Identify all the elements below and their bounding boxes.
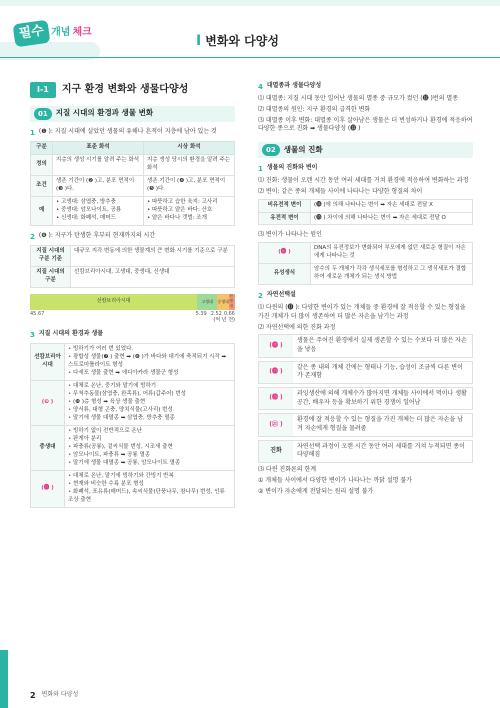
- list-item: • 현재와 비슷한 수륙 분포 형성: [68, 481, 231, 489]
- table-row: [259, 243, 473, 264]
- subsection-title: 지질 시대의 환경과 생물 변화: [55, 108, 154, 118]
- flow-label: 진화: [259, 441, 293, 462]
- list-item: • 광합성 생물(❼ ) 출현 ➡ (❽ )가 바다와 대기에 축적되기 시작 ➡ 스트로마톨라이트 형성: [68, 354, 231, 370]
- footer-label: 변화와 다양성: [41, 691, 79, 699]
- question-number: 1: [258, 165, 263, 174]
- list-item: • 빙하기 없이 전반적으로 온난: [68, 428, 231, 436]
- table-row: [31, 175, 235, 196]
- table-row: [31, 470, 235, 507]
- header-divider: [0, 57, 500, 58]
- flow-step: [258, 387, 473, 410]
- question-item: [258, 82, 473, 92]
- tick-label: 45.67: [30, 310, 45, 317]
- tick-label: 5.39: [195, 310, 207, 317]
- question-text: 지질 시대의 환경과 생물: [38, 330, 104, 338]
- question-number: 4: [258, 83, 263, 91]
- list-item: • 암모나이트, 파충류 ➡ 공룡 멸종: [68, 452, 231, 460]
- flow-text: 생물은 주어진 환경에서 실제 생존할 수 있는 수보다 더 많은 자손을 낳음: [297, 337, 467, 353]
- list-item: • 파충류(공룡), 겉씨식물 번성, 시조새 출현: [68, 444, 231, 452]
- table-cell: 비유전적 변이: [259, 199, 311, 212]
- list-item: • 대체로 온난, 중기와 말기에 빙하기: [68, 383, 231, 391]
- variation-table: [258, 199, 473, 226]
- flow-step: [258, 440, 473, 463]
- question-item: [258, 291, 473, 301]
- chapter-number: I: [196, 33, 202, 49]
- flow-text: 과잉생산에 의해 개체수가 많아지면 개체들 사이에서 먹이나 생활 공간, 배우자 등을 확보하기 위한 경쟁이 일어남: [297, 390, 467, 406]
- list-item: • 양서류, 대형 곤충, 양치식물(고사리) 번성: [68, 407, 231, 415]
- subsection-number: 01: [34, 108, 52, 120]
- table-cell: (⓯ ) 차이에 의해 나타나는 변이 ➡ 자손 세대로 전달 O: [311, 212, 473, 225]
- list-item: • 대체로 온난, 말기에 빙하기와 간빙기 반복: [68, 473, 231, 481]
- timeline-segment: 신생대: [229, 294, 235, 310]
- table-row: [31, 381, 235, 426]
- list-item: ⑴ 진화: 생물이 오랜 시간 동안 여러 세대를 거쳐 환경에 적응하여 변화하는 과정: [258, 177, 469, 185]
- flow-text: 같은 종 내의 개체 간에는 형태나 기능, 습성이 조금씩 다른 변이가 존재함: [297, 363, 463, 380]
- table-cell: • 따뜻하고 습한 육지: 고사리 • 따뜻하고 얕은 바다: 산호 • 얕은 바다나 갯벌: 조개: [144, 196, 235, 225]
- timeline-segment: 고생대: [197, 294, 217, 310]
- table-header: 표준 화석: [53, 141, 144, 154]
- timeline-segment: 중생대: [217, 294, 230, 310]
- era-life-table: [30, 343, 235, 507]
- flow-text: 환경에 잘 적응할 수 있는 형질을 가진 개체는 더 많은 자손을 남겨 자손에게 형질을 물려줌: [297, 416, 463, 433]
- table-row: [259, 199, 473, 212]
- table-cell: 정의: [31, 154, 53, 175]
- subsection-number: 02: [262, 144, 280, 156]
- table-cell: 대규모 지각 변동에 의한 생물계의 큰 변화 시기를 기준으로 구분: [71, 245, 235, 266]
- list-item: • 빙하기가 여러 번 있었다.: [68, 346, 231, 354]
- chapter-title-text: 변화와 다양성: [205, 34, 279, 48]
- brand-part2: 개념: [51, 27, 71, 39]
- table-row: [31, 266, 235, 287]
- subsection-header: [30, 106, 235, 122]
- table-cell: 조건: [31, 175, 53, 196]
- table-cell: 지층 생성 당시의 환경을 알려 주는 화석: [144, 154, 235, 175]
- right-column: [258, 82, 473, 498]
- section-header: [30, 82, 235, 98]
- table-cell: 지질 시대의 구분: [31, 266, 71, 287]
- question-item: [30, 128, 235, 138]
- list-item: ⑶ 다윈 진화론의 한계: [258, 466, 317, 474]
- era-name: (⓫ ): [31, 470, 65, 507]
- timeline-bar: [30, 294, 235, 325]
- era-name: (❾ ): [31, 381, 65, 426]
- page-footer: [30, 690, 78, 702]
- table-row: [31, 344, 235, 381]
- question-item: [258, 164, 473, 174]
- left-column: [30, 82, 235, 514]
- table-row: [31, 245, 235, 266]
- list-item: ⑶ 변이가 나타나는 원인: [258, 231, 322, 239]
- flow-label: (⓲ ): [259, 335, 293, 356]
- table-row: [259, 212, 473, 225]
- section-tag: I-1: [30, 82, 56, 98]
- timeline-segment: 선캄브리아시대: [30, 294, 197, 310]
- table-cell: 유전적 변이: [259, 212, 311, 225]
- table-cell: DNA의 유전정보가 변화되어 부모에게 없던 새로운 형질이 자손에게 나타나는 것: [311, 243, 473, 264]
- list-item: • 무척추동물(삼엽충, 완족류), 어류(갑주어) 번성: [68, 391, 231, 399]
- question-number: 2: [258, 292, 263, 301]
- table-cell: (⓮ )에 의해 나타나는 변이 ➡ 자손 세대로 전달 X: [311, 199, 473, 212]
- list-item: • 말기에 생물 대멸종 ➡ 공룡, 암모나이트 멸종: [68, 460, 231, 468]
- brand-part1: 필수: [13, 20, 51, 48]
- list-item: ⑴ 대멸종: 지질 시대 동안 일어난 생물의 멸종 중 규모가 컸던 (⓬ )번의 멸종: [258, 95, 458, 103]
- question-number: 2: [30, 232, 35, 241]
- list-item: ② 변이가 자손에게 전달되는 원리 설명 불가: [258, 487, 374, 495]
- brand-logo: [14, 22, 92, 45]
- question-number: 1: [30, 128, 35, 137]
- chapter-title: [196, 31, 279, 51]
- table-cell: 생존 기간이 (❷ )고, 분포 면적이 (❸ )다.: [53, 175, 144, 196]
- question-item: [30, 232, 235, 242]
- list-item: • 다세포 생물 출현 ➡ 에디아카라 생물군 형성: [68, 370, 231, 378]
- table-row: [31, 154, 235, 175]
- tick-label: 2.52: [210, 310, 222, 317]
- section-title: 지구 환경 변화와 생물다양성: [61, 83, 189, 95]
- list-item: ① 개체들 사이에서 다양한 변이가 나타나는 까닭 설명 불가: [258, 476, 412, 484]
- table-cell: 선캄브리아시대, 고생대, 중생대, 신생대: [71, 266, 235, 287]
- question-number: 3: [30, 331, 35, 340]
- natural-selection-flow: [258, 334, 473, 463]
- timeline-unit: (억 년 전): [213, 316, 235, 323]
- table-cell: 생존 기간이 (❹ )고, 분포 면적이 (❺ )다.: [144, 175, 235, 196]
- question-text: (❻ ): 지구가 탄생한 후부터 현재까지의 시간: [38, 231, 156, 239]
- timeline-ticks: [30, 311, 235, 318]
- era-criteria-table: [30, 245, 235, 288]
- table-cell: 암수의 두 개체가 각각 생식세포를 형성하고 그 생식세포가 결합하여 새로운 개체가 되는 생식 방법: [311, 264, 473, 285]
- list-item: ⑴ 다윈의 (⓱ ): 다양한 변이가 있는 개체들 중 환경에 잘 적응할 수 있는 형질을 가진 개체가 더 많이 생존하여 더 많은 자손을 남기는 과정: [258, 304, 466, 320]
- table-cell: 유성생식: [259, 264, 311, 285]
- question-text: 생물의 진화와 변이: [266, 164, 318, 172]
- flow-text: 자연선택 과정이 오랜 시간 동안 여러 세대를 거쳐 누적되면 종이 다양해짐: [297, 442, 465, 459]
- list-item: • 판게아 분리: [68, 436, 231, 444]
- list-item: ⑵ 자연선택에 의한 진화 과정: [258, 323, 336, 331]
- question-text: 대멸종과 생물다양성: [266, 82, 322, 89]
- cause-table: [258, 242, 473, 285]
- header-bar: [0, 0, 500, 6]
- flow-step: [258, 361, 473, 384]
- flow-step: [258, 334, 473, 357]
- question-text: (❶ ): 지질 시대에 살았던 생물의 유해나 흔적이 지층에 남아 있는 것: [38, 127, 217, 135]
- flow-label: (㉑ ): [259, 414, 293, 435]
- list-item: • 화폐석, 포유류(매머드), 속씨식물(단풍나무, 참나무) 번성, 인류 조상 출현: [68, 489, 231, 505]
- subsection-title: 생물의 진화: [283, 144, 323, 154]
- subsection-header: [258, 142, 473, 158]
- table-cell: 예: [31, 196, 53, 225]
- flow-step: [258, 413, 473, 436]
- table-row: [31, 196, 235, 225]
- list-item: ⑶ 대멸종 이후 변화: 대멸종 이후 살아남은 생물은 더 번성하거나 환경에 적응하여 다양한 종으로 진화 ➡ 생물다양성 (⓭ ): [258, 116, 473, 133]
- flow-label: (⓳ ): [259, 362, 293, 383]
- list-item: ⑵ 대멸종의 원인: 지구 환경의 급격한 변화: [258, 105, 371, 113]
- page-edge-strip: [0, 650, 8, 708]
- page-number: 2: [30, 691, 36, 700]
- table-row: [31, 426, 235, 471]
- question-item: [30, 330, 235, 340]
- list-item: • 말기에 생물 대멸종 ➡ 삼엽충, 방추충 멸종: [68, 415, 231, 423]
- tick-label: 0.66: [223, 310, 235, 317]
- flow-label: (⓴ ): [259, 388, 293, 409]
- list-item: • (❿ )층 형성 ➡ 육상 생물 출현: [68, 399, 231, 407]
- fossil-table: [30, 141, 235, 226]
- table-cell: 지질 시대의 구분 기준: [31, 245, 71, 266]
- era-name: 선캄브리아시대: [31, 344, 65, 381]
- table-header: 시상 화석: [144, 141, 235, 154]
- list-item: ⑵ 변이: 같은 종의 개체들 사이에 나타나는 다양한 형질의 차이: [258, 187, 423, 195]
- question-text: 자연선택설: [266, 291, 296, 299]
- table-cell: (⓰ ): [259, 243, 311, 264]
- table-header: 구분: [31, 141, 53, 154]
- brand-part3: 체크: [72, 27, 92, 39]
- table-cell: • 고생대: 삼엽충, 방추충 • 중생대: 암모나이트, 공룡 • 신생대: 화폐석, 매머드: [53, 196, 144, 225]
- table-cell: 지층의 생성 시기를 알려 주는 화석: [53, 154, 144, 175]
- table-row: [259, 264, 473, 285]
- era-name: 중생대: [31, 426, 65, 471]
